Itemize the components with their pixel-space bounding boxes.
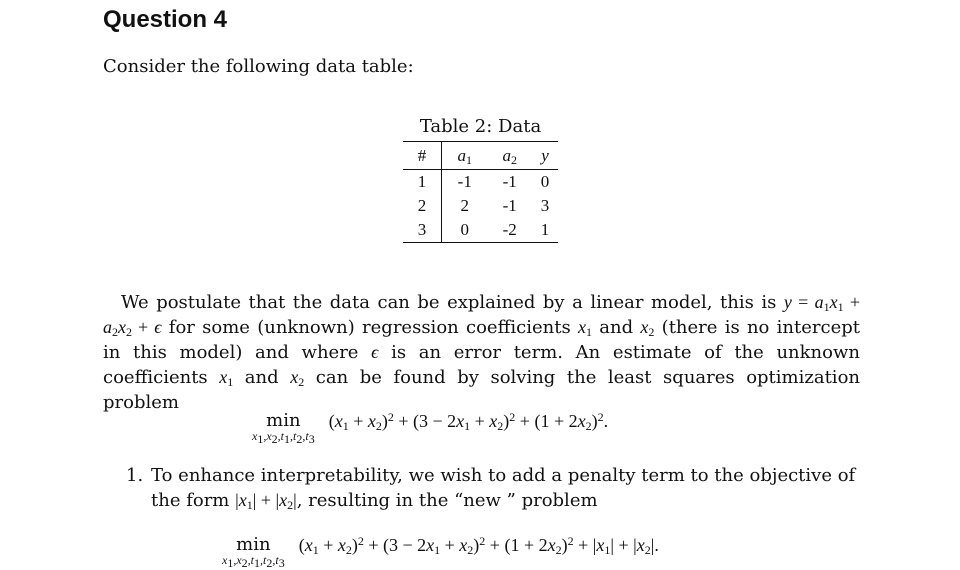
header-y: y <box>532 142 558 170</box>
equation-least-squares <box>252 410 609 446</box>
table-cell: 2 <box>403 194 442 218</box>
paragraph-text: for some (unknown) regression coefficients <box>168 317 571 338</box>
model-paragraph <box>103 290 860 415</box>
table-cell: -1 <box>457 172 472 191</box>
penalty-term: $|x_1| + |x_2|$ <box>235 490 297 512</box>
header-a2: $a_2$ <box>487 142 531 170</box>
paragraph-text: is an error term. An estimate of the unknown coefficients <box>103 342 860 388</box>
penalized-objective-expression: $(x_1 + x_2)^2 + (3 - 2x_1 + x_2)^2 + (1 + 2x_2)^2 + |x_1| + |x_2|$. <box>298 534 659 557</box>
min-operator: min $x_1,x_2,t_1,t_2,t_3$ <box>252 410 315 446</box>
paragraph-text: and <box>599 317 634 338</box>
table-row <box>403 170 558 195</box>
table-cell: -1 <box>502 196 517 215</box>
paragraph-text: can be found by solving the least squares optimization problem <box>103 367 860 413</box>
math-x2: $x_2$ <box>640 317 655 339</box>
table-cell: 0 <box>540 172 550 191</box>
table-cell: 1 <box>532 218 558 243</box>
table-row <box>403 218 558 243</box>
list-item-text: To enhance interpretability, we wish to add a penalty term to the objective of the form <box>151 465 856 511</box>
equation-penalized <box>222 534 659 570</box>
table-cell: 0 <box>442 218 488 243</box>
list-item <box>126 463 861 513</box>
intro-text: Consider the following data table: <box>103 56 414 77</box>
paragraph-text: We postulate that the data can be explained by a linear model, this is <box>121 292 777 313</box>
list-item-number: 1. <box>126 465 144 486</box>
table-cell: 1 <box>403 170 442 195</box>
data-table-block <box>403 116 558 243</box>
data-table <box>403 141 558 243</box>
math-x1: $x_1$ <box>577 317 592 339</box>
math-epsilon: ϵ <box>371 342 379 362</box>
table-row <box>403 194 558 218</box>
question-title: Question 4 <box>103 6 228 33</box>
math-x1: $x_1$ <box>219 367 234 389</box>
table-cell: 2 <box>460 196 469 215</box>
paragraph-text: (there is no intercept in this model) and where <box>103 317 860 363</box>
table-header-row <box>403 142 558 170</box>
header-index: # <box>403 142 442 170</box>
paragraph-text: and <box>244 367 279 388</box>
math-x2: $x_2$ <box>290 367 305 389</box>
table-cell: -2 <box>487 218 531 243</box>
list-item-text: , resulting in the “new ” problem <box>296 490 598 511</box>
header-a1: $a_1$ <box>442 142 488 170</box>
table-cell: 3 <box>403 218 442 243</box>
min-operator: min $x_1,x_2,t_1,t_2,t_3$ <box>222 534 285 570</box>
table-cell: -1 <box>502 172 517 191</box>
objective-expression: $(x_1 + x_2)^2 + (3 - 2x_1 + x_2)^2 + (1 + 2x_2)^2$. <box>328 410 609 433</box>
table-cell: 3 <box>540 196 550 215</box>
model-formula: $y = a_1x_1 + a_2x_2 + \epsilon$ <box>103 292 860 339</box>
table-caption: Table 2: Data <box>419 116 542 137</box>
